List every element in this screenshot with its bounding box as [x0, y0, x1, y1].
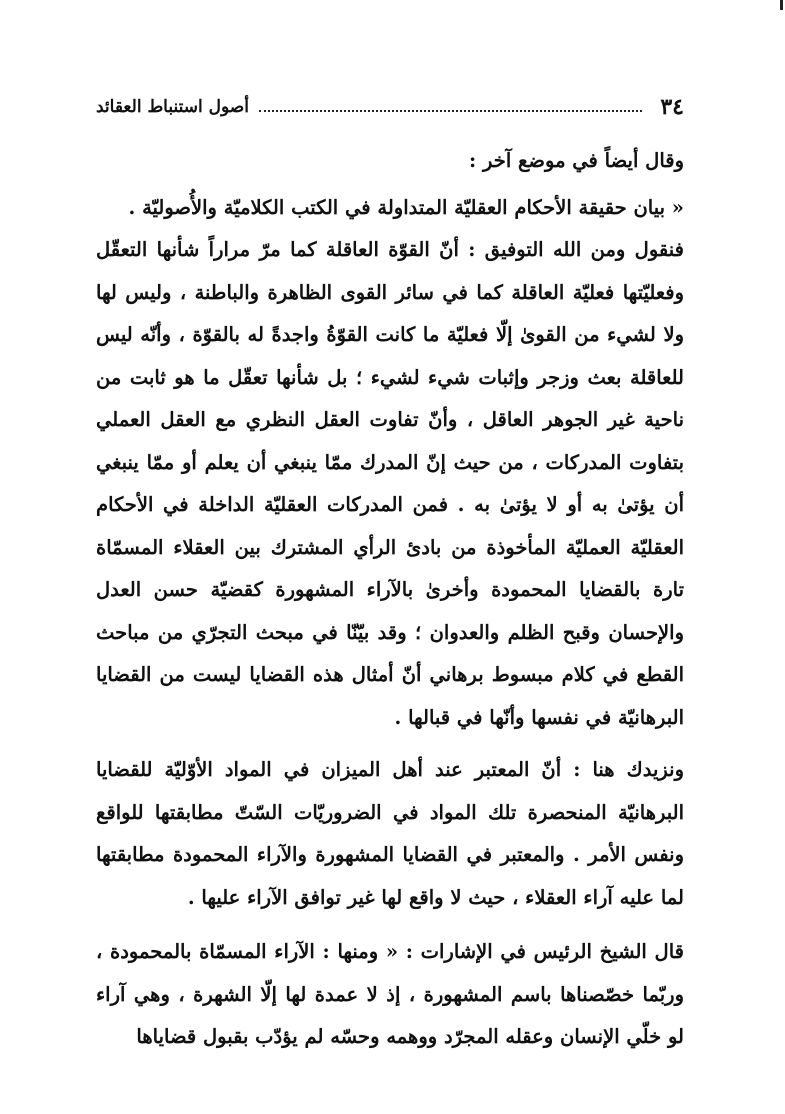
paragraph-intro: وقال أيضاً في موضع آخر :: [469, 149, 684, 172]
paragraph-ishārāt-quote: قال الشيخ الرئيس في الإشارات : « ومنها : الآراء المسمّاة بالمحمودة ، وربّما خصّصناها باسم المشهورة ، إذ لا عمدة لها إلّا الشهرة ، وهي آراء لو خلّي الإنسان وعقله المجرّد ووهمه وحسّه لم يؤدّب بقبول قضاياها: [96, 940, 684, 1048]
paragraph-main: فنقول ومن الله التوفيق : أنّ القوّة العاقلة كما مرّ مراراً شأنها التعقّل وفعليّتها فعليّة العاقلة كما في سائر القوى الظاهرة والباطنة ، وليس لها ولا لشيء من القوىٰ إلّا فعليّة ما كانت القوّةُ واجدةً له بالقوّة ، وأنّه ليس للعاقلة بعث وزجر وإثبات شيء لشيء ؛ بل شأنها تعقّل ما هو ثابت من ناحية غير الجوهر العاقل ، وأنّ تفاوت العقل النظري مع العقل العملي بتفاوت المدركات ، من حيث إنّ المدرك ممّا ينبغي أن يعلم أو ممّا ينبغي أن يؤتىٰ به أو لا يؤتىٰ به . فمن المدركات العقليّة الداخلة في الأحكام العقليّة العمليّة المأخوذة من بادئ الرأي المشترك بين العقلاء المسمّاة تارة بالقضايا المحمودة وأخرىٰ بالآراء المشهورة كقضيّة حسن العدل والإحسان وقبح الظلم والعدوان ؛ وقد بيّنّا في مبحث التجرّي من مباحث القطع في كلام مبسوط برهاني أنّ أمثال هذه القضايا ليست من القضايا البرهانيّة في نفسها وأنّها في قبالها .: [96, 238, 684, 729]
paragraph-quote-heading: « بيان حقيقة الأحكام العقليّة المتداولة في الكتب الكلاميّة والأُصوليّة .: [128, 195, 684, 219]
running-header: [96, 92, 684, 122]
page-number: ٣٤: [660, 94, 684, 120]
body-text: [96, 140, 684, 1059]
paragraph-addition: ونزيدك هنا : أنّ المعتبر عند أهل الميزان في المواد الأوّليّة للقضايا البرهانيّة المنحصرة تلك المواد في الضروريّات السّتّ مطابقتها للواقع ونفس الأمر . والمعتبر في القضايا المشهورة والآراء المحمودة مطابقتها لما عليه آراء العقلاء ، حيث لا واقع لها غير توافق الآراء عليها .: [96, 758, 684, 909]
running-title: أصول استنباط العقائد: [96, 97, 249, 117]
header-dotted-leader: [259, 110, 642, 112]
scan-mark: [780, 0, 783, 10]
